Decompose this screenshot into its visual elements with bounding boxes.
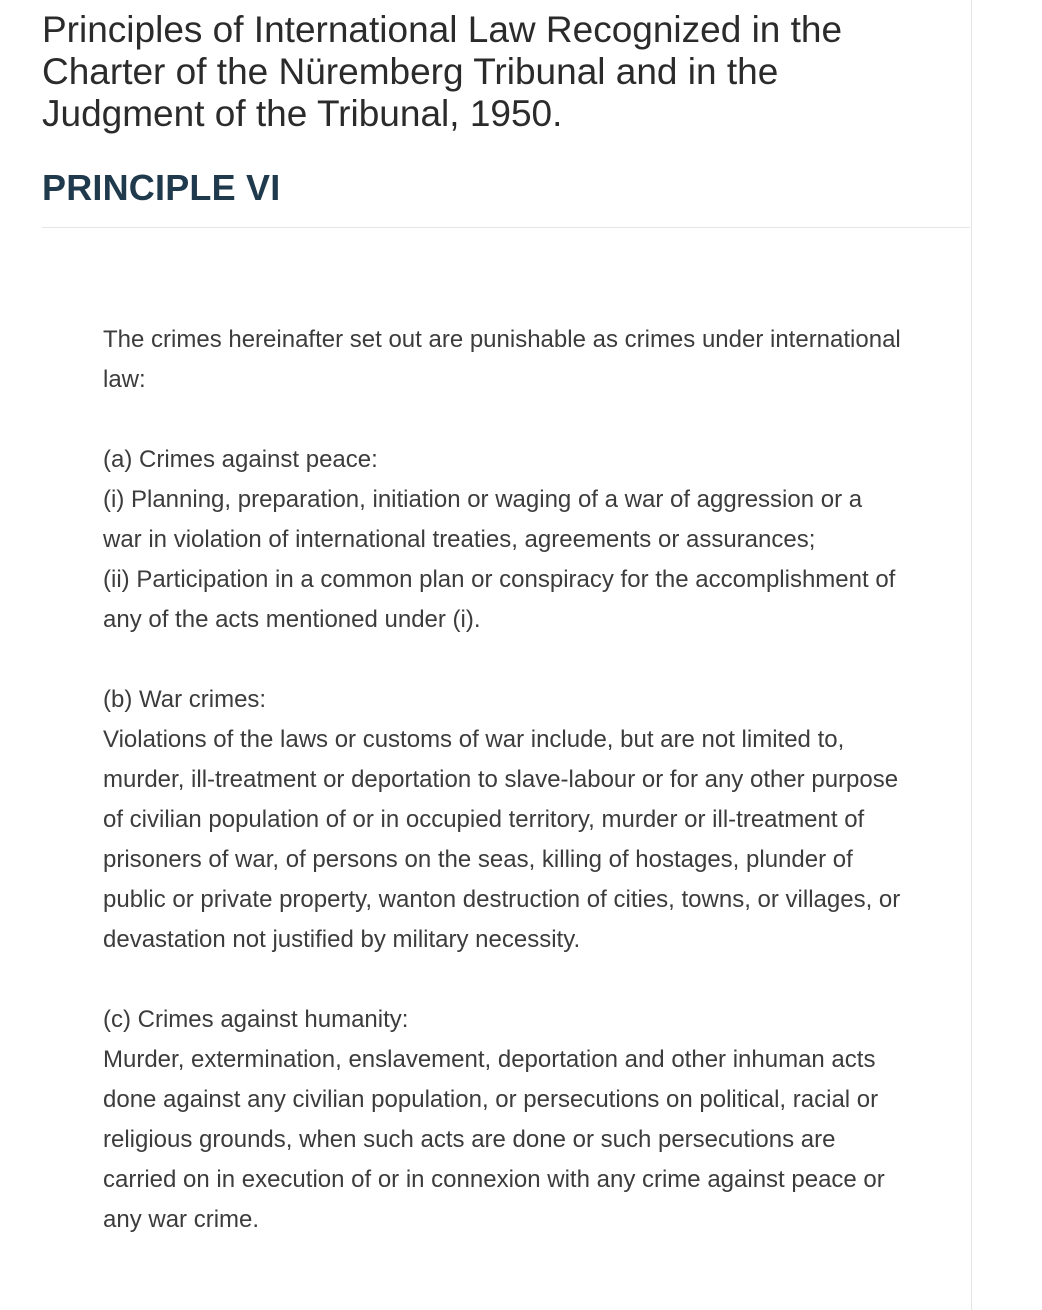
principle-heading: PRINCIPLE VI <box>42 167 281 208</box>
text-line: done against any civilian population, or persecutions on political, racial or <box>103 1086 879 1113</box>
content-right-border <box>971 0 972 1310</box>
text-line: (i) Planning, preparation, initiation or waging of a war of aggression or a <box>103 486 863 513</box>
text-line: devastation not justified by military necessity. <box>103 926 581 953</box>
section-heading: (c) Crimes against humanity: <box>103 1006 409 1033</box>
intro-paragraph <box>103 320 971 400</box>
text-line: war in violation of international treaties, agreements or assurances; <box>103 526 816 553</box>
text-line: Violations of the laws or customs of war include, but are not limited to, <box>103 726 845 753</box>
text-line: Murder, extermination, enslavement, deportation and other inhuman acts <box>103 1046 876 1073</box>
heading-divider <box>42 227 970 228</box>
text-line: carried on in execution of or in connexion with any crime against peace or <box>103 1166 885 1193</box>
text-line: religious grounds, when such acts are done or such persecutions are <box>103 1126 836 1153</box>
title-line: Charter of the Nüremberg Tribunal and in the <box>42 51 779 92</box>
text-line: (ii) Participation in a common plan or conspiracy for the accomplishment of <box>103 566 896 593</box>
page-title <box>42 9 942 135</box>
title-line: Judgment of the Tribunal, 1950. <box>42 93 563 134</box>
text-line: any of the acts mentioned under (i). <box>103 606 481 633</box>
section-heading: (a) Crimes against peace: <box>103 446 378 473</box>
section-war-crimes <box>103 680 971 960</box>
text-line: of civilian population of or in occupied territory, murder or ill-treatment of <box>103 806 865 833</box>
section-crimes-against-peace <box>103 440 971 640</box>
title-line: Principles of International Law Recognized in the <box>42 9 843 50</box>
section-heading: (b) War crimes: <box>103 686 267 713</box>
text-line: public or private property, wanton destruction of cities, towns, or villages, or <box>103 886 901 913</box>
text-line: prisoners of war, of persons on the seas, killing of hostages, plunder of <box>103 846 853 873</box>
text-line: law: <box>103 366 146 393</box>
text-line: any war crime. <box>103 1206 260 1233</box>
text-line: murder, ill-treatment or deportation to slave-labour or for any other purpose <box>103 766 899 793</box>
text-line: The crimes hereinafter set out are punishable as crimes under international <box>103 326 901 353</box>
section-crimes-against-humanity <box>103 1000 971 1240</box>
